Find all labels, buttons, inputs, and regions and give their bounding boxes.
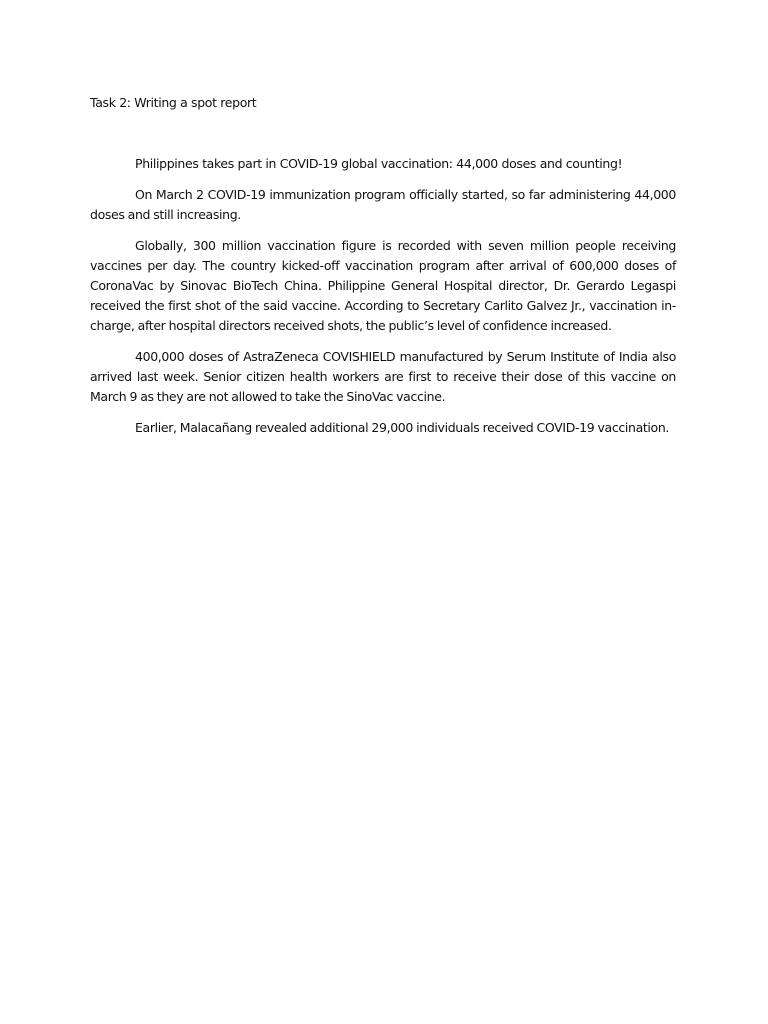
paragraph-1: On March 2 COVID-19 immunization program officially started, so far administering 44,000 doses and still increasing. [90, 187, 676, 222]
paragraph-2: Globally, 300 million vaccination figure is recorded with seven million people receiving vaccines per day. The country kicked-off vaccination program after arrival of 600,000 doses of CoronaVac by Sinovac BioTech China. Philippine General Hospital director, Dr. Gerardo Legaspi received the first shot of the said vaccine. According to Secretary Carlito Galvez Jr., vaccination in-charge, after hospital directors received shots, the public’s level of confidence increased. [90, 238, 676, 333]
paragraph-4: Earlier, Malacañang revealed additional 29,000 individuals received COVID-19 vaccination. [135, 420, 670, 435]
report-body [90, 154, 676, 449]
report-headline: Philippines takes part in COVID-19 global vaccination: 44,000 doses and counting! [135, 156, 623, 171]
paragraph-3: 400,000 doses of AstraZeneca COVISHIELD manufactured by Serum Institute of India also arrived last week. Senior citizen health workers are first to receive their dose of this vaccine on March 9 as they are not allowed to take the SinoVac vaccine. [90, 349, 676, 404]
task-heading: Task 2: Writing a spot report [90, 95, 257, 110]
